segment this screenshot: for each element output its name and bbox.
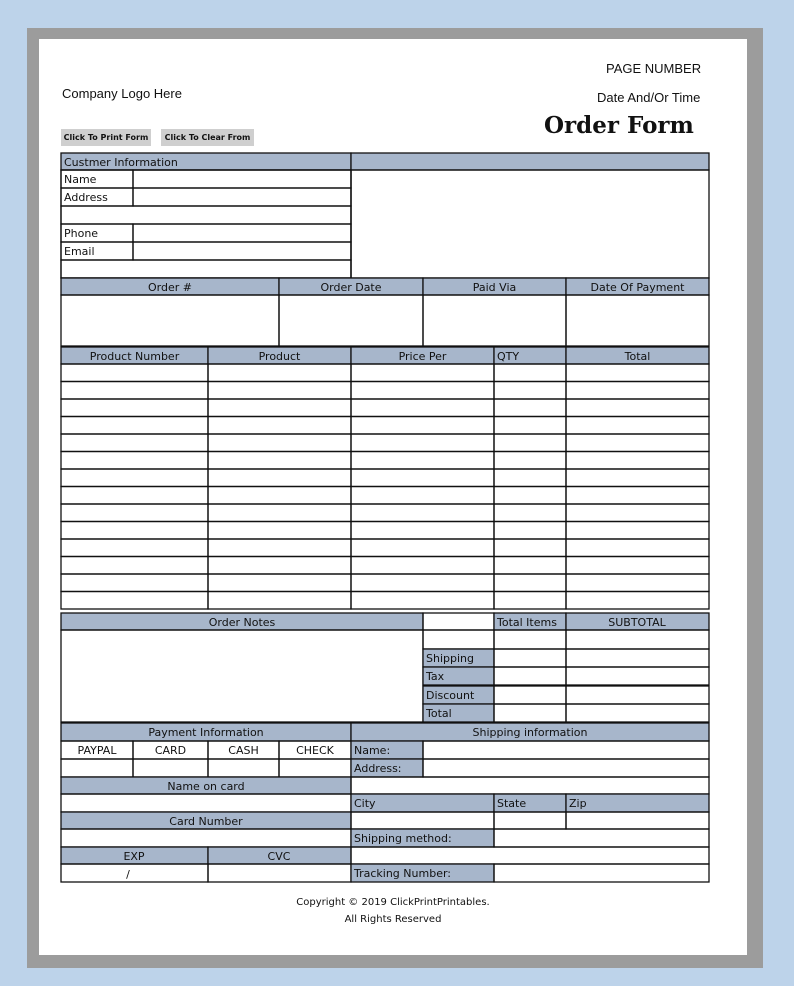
product-table-cell[interactable]	[351, 539, 494, 557]
ship-address-line2-field[interactable]	[351, 777, 709, 794]
product-table-cell[interactable]	[61, 592, 208, 610]
product-table-cell[interactable]	[566, 574, 709, 592]
check-field[interactable]	[279, 759, 351, 777]
product-table-cell[interactable]	[208, 487, 351, 505]
shipping-cost-field[interactable]	[494, 649, 566, 667]
product-table-cell[interactable]	[566, 417, 709, 435]
customer-address-label: Address	[64, 191, 108, 204]
customer-info-title: Custmer Information	[64, 156, 178, 169]
exp-label: EXP	[123, 850, 145, 863]
product-table-cell[interactable]	[351, 434, 494, 452]
product-table-cell[interactable]	[208, 452, 351, 470]
product-table-cell[interactable]	[61, 382, 208, 400]
product-table-cell[interactable]	[566, 557, 709, 575]
city-label: City	[354, 797, 376, 810]
zip-header	[566, 794, 709, 812]
exp-slash: /	[126, 868, 130, 881]
order-notes-field[interactable]	[61, 630, 423, 722]
blank-header	[351, 153, 709, 170]
product-table-cell[interactable]	[351, 522, 494, 540]
product-table-cell[interactable]	[61, 399, 208, 417]
product-table-cell[interactable]	[208, 469, 351, 487]
product-table-cell[interactable]	[566, 469, 709, 487]
page-number: PAGE NUMBER	[606, 61, 702, 76]
product-column-label: Product	[258, 350, 301, 363]
product-table-cell[interactable]	[61, 487, 208, 505]
company-logo-placeholder: Company Logo Here	[62, 86, 182, 101]
product-table-cell[interactable]	[351, 557, 494, 575]
date-of-payment-field[interactable]	[566, 295, 709, 346]
ship-address-label: Address:	[354, 762, 402, 775]
customer-phone-label: Phone	[64, 227, 99, 240]
exp-field[interactable]	[61, 864, 208, 882]
product-table-cell[interactable]	[208, 522, 351, 540]
product-table-cell[interactable]	[494, 434, 566, 452]
product-table-cell[interactable]	[494, 382, 566, 400]
customer-address-field[interactable]	[133, 188, 351, 206]
check-label: CHECK	[296, 744, 334, 757]
product-table-cell[interactable]	[566, 382, 709, 400]
paid-via-label: Paid Via	[472, 281, 517, 294]
order-number-label: Order #	[148, 281, 192, 294]
product-table-cell[interactable]	[566, 487, 709, 505]
discount-total-field[interactable]	[566, 686, 709, 704]
product-table-cell[interactable]	[494, 592, 566, 610]
product-table-cell[interactable]	[208, 417, 351, 435]
product-table-cell[interactable]	[208, 382, 351, 400]
shipping-cost-label: Shipping	[426, 652, 474, 665]
product-table-cell[interactable]	[351, 469, 494, 487]
card-label: CARD	[154, 744, 187, 757]
product-table-cell[interactable]	[61, 469, 208, 487]
totals-blank-cell[interactable]	[423, 613, 494, 630]
customer-name-label: Name	[64, 173, 97, 186]
print-form-button[interactable]: Click To Print Form	[61, 129, 151, 146]
state-field[interactable]	[494, 812, 566, 829]
name-on-card-field[interactable]	[61, 794, 351, 812]
cash-label: CASH	[228, 744, 259, 757]
grand-total-total-field[interactable]	[566, 704, 709, 722]
clear-form-button[interactable]: Click To Clear From	[161, 129, 254, 146]
product-table-cell[interactable]	[494, 452, 566, 470]
product-table-cell[interactable]	[351, 364, 494, 382]
order-date-field[interactable]	[279, 295, 423, 346]
paid-via-field[interactable]	[423, 295, 566, 346]
shipping-info-title: Shipping information	[472, 726, 588, 739]
customer-email-field[interactable]	[133, 242, 351, 260]
product-table-cell[interactable]	[351, 504, 494, 522]
product-table-cell[interactable]	[351, 452, 494, 470]
product-table-cell[interactable]	[494, 469, 566, 487]
shipping-method-field[interactable]	[494, 829, 709, 847]
product-table-cell[interactable]	[351, 592, 494, 610]
product-table-cell[interactable]	[61, 574, 208, 592]
product-table-cell[interactable]	[494, 557, 566, 575]
page-title: Order Form	[544, 112, 694, 139]
order-date-label: Order Date	[320, 281, 382, 294]
product-table-cell[interactable]	[494, 504, 566, 522]
product-table-cell[interactable]	[351, 382, 494, 400]
rights-text: All Rights Reserved	[344, 914, 442, 925]
product-table-cell[interactable]	[208, 539, 351, 557]
card-number-field[interactable]	[61, 829, 351, 847]
product-number-column-label: Product Number	[89, 350, 180, 363]
product-table-cell[interactable]	[566, 364, 709, 382]
ship-name-field[interactable]	[423, 741, 709, 759]
product-table-cell[interactable]	[566, 504, 709, 522]
subtotal-field[interactable]	[566, 630, 709, 649]
copyright-text: Copyright © 2019 ClickPrintPrintables.	[296, 897, 490, 908]
grand-total-label: Total	[426, 707, 452, 720]
city-field[interactable]	[351, 812, 494, 829]
state-label: State	[497, 797, 527, 810]
customer-address-line2-field[interactable]	[61, 206, 351, 224]
product-table-cell[interactable]	[566, 539, 709, 557]
product-table-cell[interactable]	[566, 399, 709, 417]
totals-blank-cell[interactable]	[423, 630, 494, 649]
product-table-cell[interactable]	[61, 434, 208, 452]
order-number-field[interactable]	[61, 295, 279, 346]
customer-name-field[interactable]	[133, 170, 351, 188]
product-table-cell[interactable]	[494, 399, 566, 417]
qty-column-label: QTY	[497, 350, 520, 363]
customer-phone-field[interactable]	[133, 224, 351, 242]
customer-notes-area[interactable]	[351, 170, 709, 278]
date-of-payment-label: Date Of Payment	[590, 281, 685, 294]
shipping-extra-field[interactable]	[351, 847, 709, 864]
customer-email-label: Email	[64, 245, 95, 258]
total-column-label: Total	[624, 350, 651, 363]
tracking-field[interactable]	[494, 864, 709, 882]
product-table-cell[interactable]	[494, 417, 566, 435]
subtotal-label: SUBTOTAL	[608, 616, 666, 629]
customer-extra-field[interactable]	[61, 260, 351, 278]
product-table-cell[interactable]	[351, 487, 494, 505]
product-table-cell[interactable]	[494, 364, 566, 382]
paypal-label: PAYPAL	[77, 744, 117, 757]
product-table-cell[interactable]	[351, 417, 494, 435]
name-on-card-label: Name on card	[167, 780, 245, 793]
order-notes-label: Order Notes	[208, 616, 276, 629]
product-table-cell[interactable]	[61, 539, 208, 557]
product-table-cell[interactable]	[61, 522, 208, 540]
product-table-cell[interactable]	[208, 574, 351, 592]
product-table-cell[interactable]	[61, 364, 208, 382]
discount-label: Discount	[426, 689, 475, 702]
total-items-label: Total Items	[497, 616, 557, 629]
product-table-cell[interactable]	[351, 574, 494, 592]
product-table-cell[interactable]	[61, 452, 208, 470]
tax-label: Tax	[426, 670, 445, 683]
product-table-cell[interactable]	[208, 434, 351, 452]
product-table-cell[interactable]	[208, 504, 351, 522]
price-per-column-label: Price Per	[398, 350, 447, 363]
product-table-cell[interactable]	[494, 487, 566, 505]
tracking-label: Tracking Number:	[354, 867, 451, 880]
grand-total-field[interactable]	[494, 704, 566, 722]
product-table-cell[interactable]	[351, 399, 494, 417]
product-table-cell[interactable]	[494, 522, 566, 540]
shipping-method-label: Shipping method:	[354, 832, 452, 845]
product-table-cell[interactable]	[208, 364, 351, 382]
product-table-cell[interactable]	[494, 574, 566, 592]
shipping-cost-total-field[interactable]	[566, 649, 709, 667]
zip-label: Zip	[569, 797, 587, 810]
date-time: Date And/Or Time	[597, 90, 701, 105]
product-table-cell[interactable]	[61, 504, 208, 522]
paypal-field[interactable]	[61, 759, 133, 777]
cvc-label: CVC	[267, 850, 291, 863]
product-table-cell[interactable]	[566, 452, 709, 470]
card-field[interactable]	[133, 759, 208, 777]
product-table-cell[interactable]	[566, 434, 709, 452]
payment-info-title: Payment Information	[148, 726, 264, 739]
product-table-cell[interactable]	[494, 539, 566, 557]
tax-field[interactable]	[494, 667, 566, 685]
zip-field[interactable]	[566, 812, 709, 829]
ship-address-field[interactable]	[423, 759, 709, 777]
cvc-field[interactable]	[208, 864, 351, 882]
total-items-field[interactable]	[494, 630, 566, 649]
cash-field[interactable]	[208, 759, 279, 777]
product-table-cell[interactable]	[566, 522, 709, 540]
product-table-cell[interactable]	[61, 557, 208, 575]
tax-total-field[interactable]	[566, 667, 709, 685]
product-table-cell[interactable]	[208, 399, 351, 417]
product-table-cell[interactable]	[208, 557, 351, 575]
product-table-cell[interactable]	[61, 417, 208, 435]
discount-field[interactable]	[494, 686, 566, 704]
ship-name-label: Name:	[354, 744, 391, 757]
card-number-label: Card Number	[169, 815, 243, 828]
product-table-cell[interactable]	[566, 592, 709, 610]
product-table-cell[interactable]	[208, 592, 351, 610]
